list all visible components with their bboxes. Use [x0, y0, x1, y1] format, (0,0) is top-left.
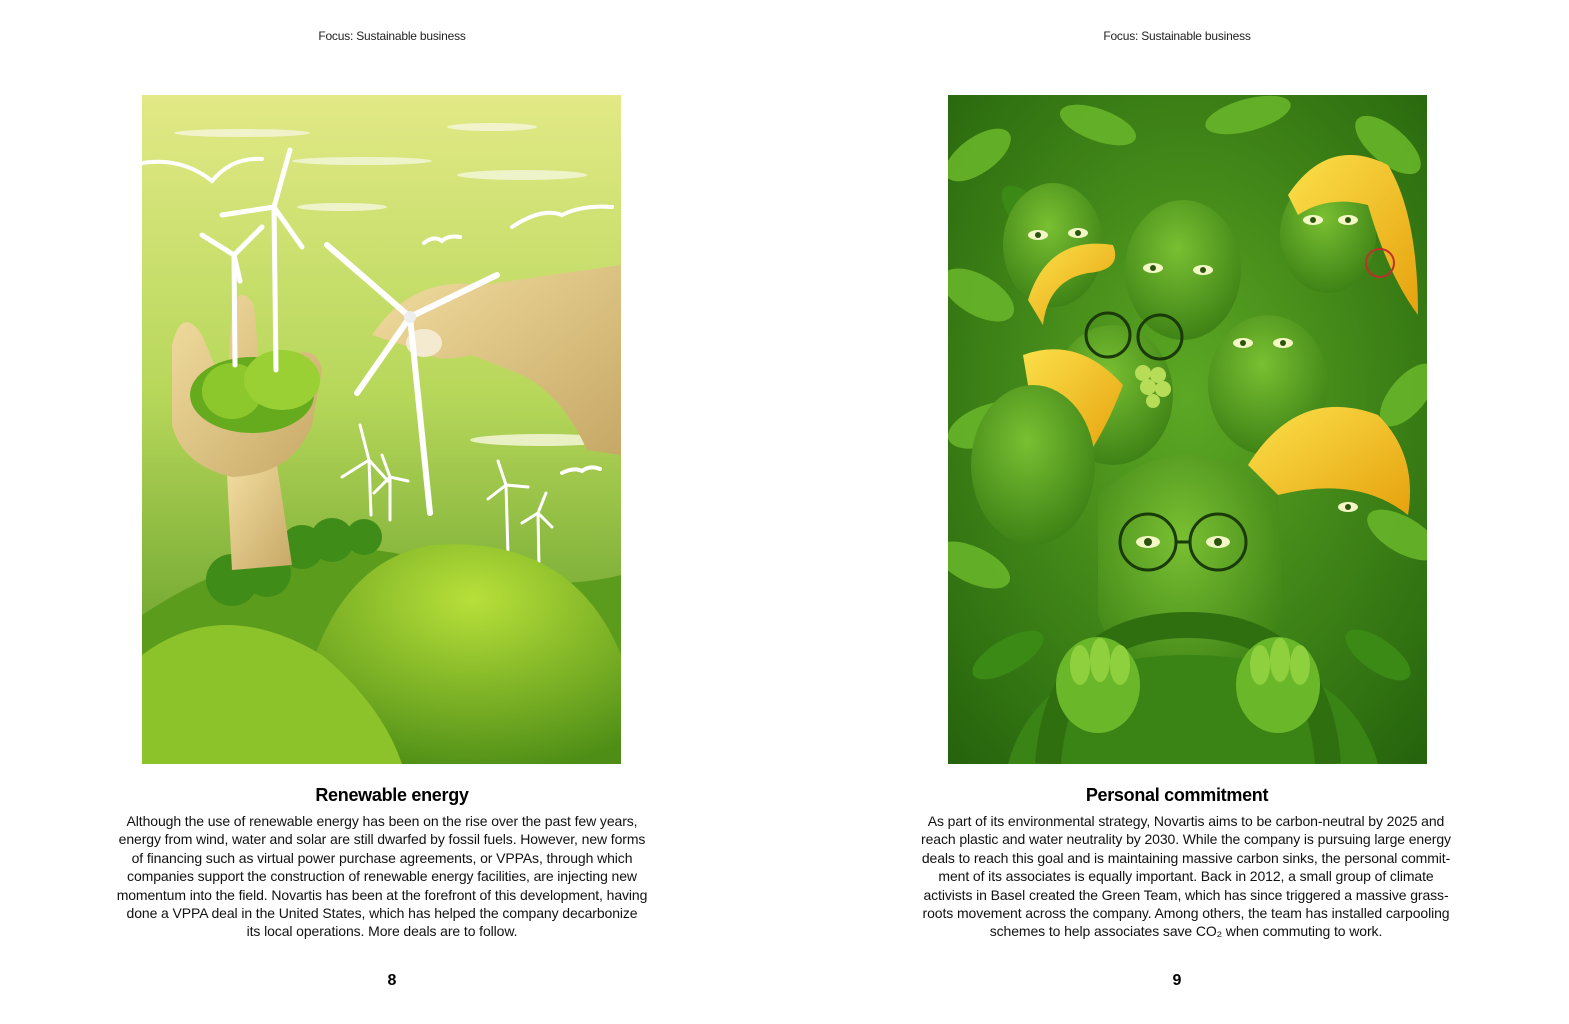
article-body: [100, 812, 664, 941]
left-page: [0, 0, 784, 1024]
body-line: Although the use of renewable energy has been on the rise over the past few years,: [126, 813, 638, 829]
running-head: Focus: Sustainable business: [318, 29, 466, 43]
page-number: 9: [1172, 972, 1182, 989]
body-line: reach plastic and water neutrality by 2030. While the company is pursuing large energy: [921, 831, 1451, 848]
body-line: companies support the construction of renewable energy facilities, are injecting new: [127, 868, 637, 885]
body-line: As part of its environmental strategy, Novartis aims to be carbon-neutral by 2025 and: [927, 813, 1445, 829]
article-heading: Personal commitment: [1085, 785, 1269, 805]
page-number: 8: [387, 972, 397, 989]
green-team-illustration: [948, 95, 1427, 764]
article-heading: Renewable energy: [315, 785, 469, 805]
body-line: deals to reach this goal and is maintaining massive carbon sinks, the personal commit-: [921, 849, 1451, 866]
right-page: [785, 0, 1569, 1024]
wind-turbines-illustration: [142, 95, 621, 764]
running-head: Focus: Sustainable business: [1103, 29, 1251, 43]
body-line: its local operations. More deals are to follow.: [246, 923, 518, 940]
body-line: energy from wind, water and solar are still dwarfed by fossil fuels. However, new forms: [118, 831, 646, 848]
body-line: of financing such as virtual power purchase agreements, or VPPAs, through which: [131, 849, 633, 866]
body-line: roots movement across the company. Among others, the team has installed carpooling: [922, 905, 1450, 922]
body-line: ment of its associates is equally important. Back in 2012, a small group of climate: [938, 868, 1434, 885]
body-line: schemes to help associates save CO₂ when commuting to work.: [989, 923, 1383, 940]
body-line: activists in Basel created the Green Team, which has since triggered a massive grass-: [923, 886, 1449, 903]
body-line: momentum into the field. Novartis has been at the forefront of this development, having: [116, 886, 648, 903]
article-body: [903, 812, 1469, 941]
body-line: done a VPPA deal in the United States, which has helped the company decarbonize: [126, 905, 638, 922]
